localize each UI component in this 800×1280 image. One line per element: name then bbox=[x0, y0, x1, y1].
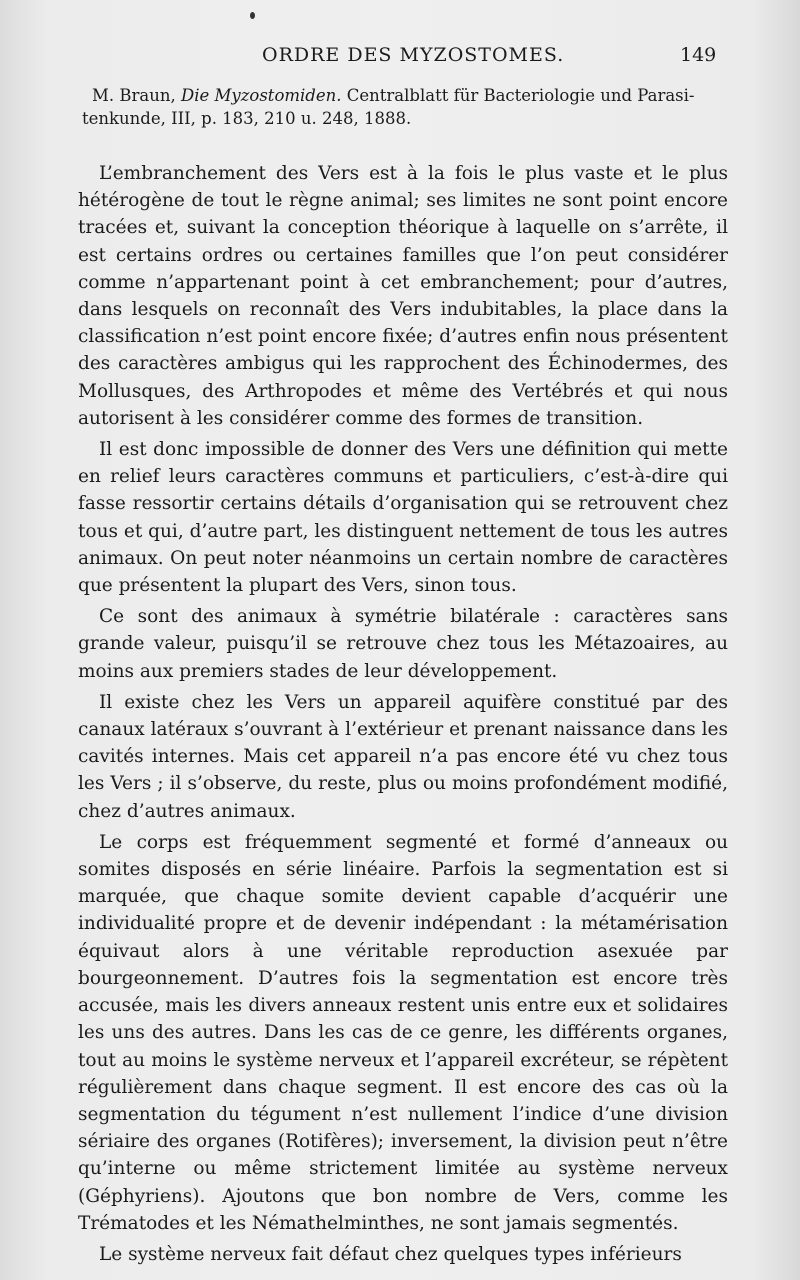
page-number: 149 bbox=[680, 44, 717, 66]
reference-title: Die Myzostomiden. bbox=[180, 86, 342, 105]
body-text bbox=[78, 160, 728, 1272]
reference-author: M. Braun, bbox=[92, 86, 176, 105]
paragraph-segmentation: Le corps est fréquemment segmenté et formé d’anneaux ou somites disposés en série linéaire. Parfois la segmentation est si marquée, que chaque somite devient capable d’acquérir une individualité propre et de devenir indépendant : la métamérisation équivaut alors à une véritable reproduction asexuée par bourgeonnement. D’autres fois la segmentation est encore très accusée, mais les divers anneaux restent unis entre eux et solidaires les uns des autres. Dans les cas de ce genre, les différents organes, tout au moins le système nerveux et l’appareil excréteur, se répètent régulièrement dans chaque segment. Il est encore des cas où la segmentation du tégument n’est nullement l’indice d’une division sériaire des organes (Rotifères); inversement, la division peut n’être qu’interne ou même strictement limitée au système nerveux (Géphyriens). Ajoutons que bon nombre de Vers, comme les Trématodes et les Némathelminthes, ne sont jamais segmentés. bbox=[78, 831, 728, 1234]
paragraph-embranchement: L’embranchement des Vers est à la fois le plus vaste et le plus hétérogène de tout le règne animal; ses limites ne sont point encore tracées et, suivant la conception théorique à laquelle on s’arrête, il est certains ordres ou certaines familles que l’on peut considérer comme n’appartenant point à cet embranchement; pour d’autres, dans lesquels on reconnaît des Vers indubitables, la place dans la classification n’est point encore fixée; d’autres enfin nous présentent des caractères ambigus qui les rapprochent des Échinodermes, des Mollusques, des Arthropodes et même des Vertébrés et qui nous autorisent à les considérer comme des formes de transition. bbox=[78, 163, 728, 429]
paragraph-symetrie: Ce sont des animaux à symétrie bilatérale : caractères sans grande valeur, puisqu’il se retrouve chez tous les Métazoaires, au moins aux premiers stades de leur développement. bbox=[78, 606, 728, 682]
reference-details-line1: Centralblatt für Bacteriologie und Parasi- bbox=[346, 86, 695, 105]
ink-speck bbox=[250, 12, 255, 19]
paragraph-appareil-aquifere: Il existe chez les Vers un appareil aquifère constitué par des canaux latéraux s’ouvrant à l’extérieur et prenant naissance dans les cavités internes. Mais cet appareil n’a pas encore été vu chez tous les Vers ; il s’observe, du reste, plus ou moins profondément modifié, chez d’autres animaux. bbox=[78, 691, 728, 822]
paragraph-definition: Il est donc impossible de donner des Vers une définition qui mette en relief leurs caractères communs et particuliers, c’est-à-dire qui fasse ressortir certains détails d’organisation qui se retrouvent chez tous et qui, d’autre part, les distinguent nettement de tous les autres animaux. On peut noter néanmoins un certain nombre de caractères que présentent la plupart des Vers, sinon tous. bbox=[78, 439, 728, 597]
paragraph-systeme-nerveux: Le système nerveux fait défaut chez quelques types inférieurs bbox=[99, 1243, 682, 1265]
running-title: ORDRE DES MYZOSTOMES. bbox=[262, 44, 565, 66]
bibliographic-reference bbox=[82, 84, 732, 130]
reference-details-line2: tenkunde, III, p. 183, 210 u. 248, 1888. bbox=[82, 109, 412, 128]
page-header bbox=[0, 44, 800, 74]
